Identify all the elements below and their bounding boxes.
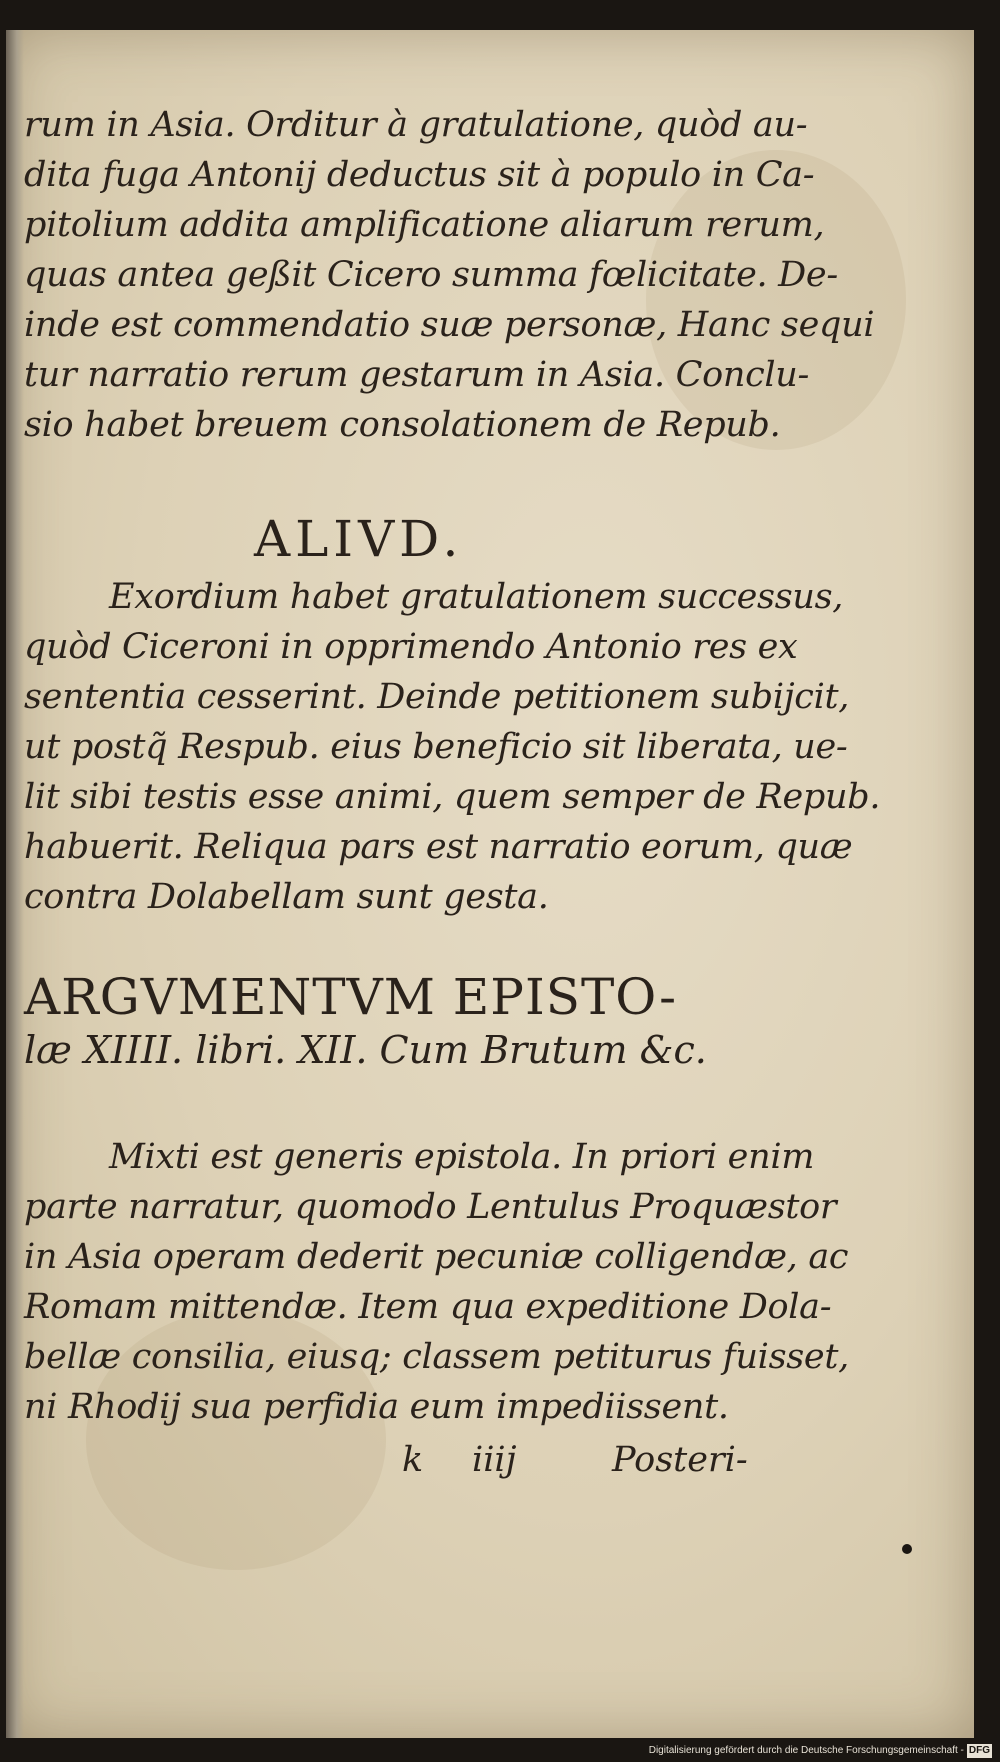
text-line: sententia cesserint. Deinde petitionem subijcit, [24, 677, 850, 717]
text-line: ni Rhodij sua perfidia eum impediissent. [24, 1387, 729, 1427]
text-line: in Asia operam dederit pecuniæ colligendæ, ac [24, 1237, 849, 1277]
paragraph-block-1 [24, 100, 875, 450]
text-line: tur narratio rerum gestarum in Asia. Conclu- [24, 355, 810, 395]
text-line: dita fuga Antonij deductus sit à populo in Ca- [24, 155, 815, 195]
text-line: rum in Asia. Orditur à gratulatione, quòd au- [24, 105, 808, 145]
section-heading-argumentum: ARGVMENTVM EPISTO- [24, 968, 678, 1026]
paragraph-block-3 [24, 1132, 849, 1432]
text-line: parte narratur, quomodo Lentulus Proquæstor [24, 1187, 837, 1227]
text-line: lit sibi testis esse animi, quem semper de Repub. [24, 777, 881, 817]
text-line: quas antea geßit Cicero summa fœlicitate. De- [24, 255, 838, 295]
section-heading-aliud: ALIVD. [254, 510, 464, 568]
text-line: inde est commendatio suæ personæ, Hanc sequi [24, 305, 875, 345]
text-line: Romam mittendæ. Item qua expeditione Dola- [24, 1287, 832, 1327]
catchword: Posteri- [612, 1440, 748, 1480]
section-heading-argumentum-subline: læ XIIII. libri. XII. Cum Brutum &c. [24, 1028, 707, 1072]
paragraph-block-2 [24, 572, 881, 922]
ink-speck [902, 1544, 912, 1554]
text-line: habuerit. Reliqua pars est narratio eorum, quæ [24, 827, 853, 867]
text-line: ut postq̃ Respub. eius beneficio sit liberata, ue- [24, 727, 848, 767]
digitization-credit [600, 1744, 992, 1758]
page-gutter [6, 30, 24, 1738]
text-line: sio habet breuem consolationem de Repub. [24, 405, 781, 445]
dfg-logo: DFG [968, 1745, 990, 1756]
text-line: bellæ consilia, eiusq; classem petiturus fuisset, [24, 1337, 849, 1377]
credit-text: Digitalisierung gefördert durch die Deutsche Forschungsgemeinschaft - [648, 1745, 964, 1756]
text-line: contra Dolabellam sunt gesta. [24, 877, 549, 917]
signature-mark-number: iiij [472, 1440, 517, 1480]
text-line: Mixti est generis epistola. In priori enim [109, 1137, 815, 1177]
text-line: pitolium addita amplificatione aliarum rerum, [24, 205, 825, 245]
signature-mark-letter: k [402, 1440, 424, 1480]
text-line: Exordium habet gratulationem successus, [109, 577, 844, 617]
text-line: quòd Ciceroni in opprimendo Antonio res ex [24, 627, 798, 667]
